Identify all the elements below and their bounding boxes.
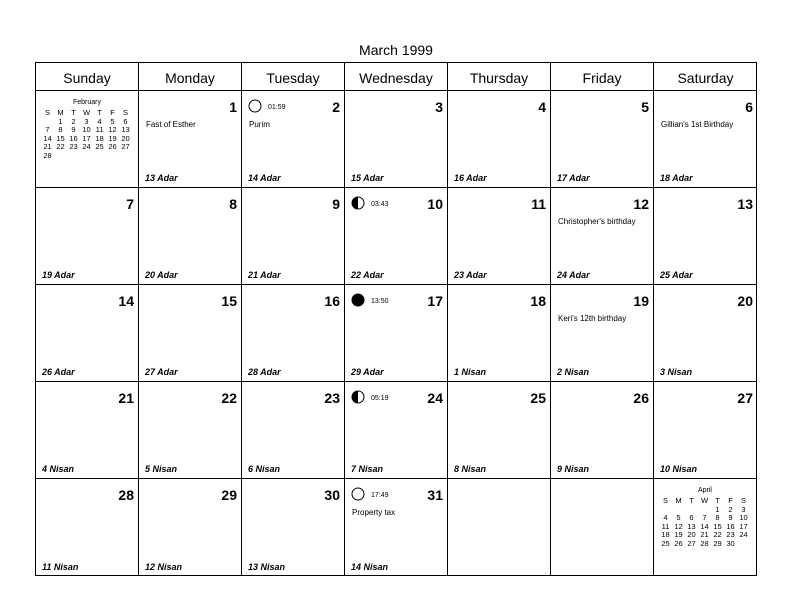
day-cell-blank — [551, 479, 654, 576]
day-cell-27[interactable] — [654, 382, 757, 479]
moon-full-icon — [351, 487, 365, 501]
event-label[interactable]: Property tax — [352, 508, 396, 517]
mini-weekday-header: T — [71, 108, 76, 117]
hebrew-date: 2 Nisan — [557, 367, 590, 377]
mini-weekday-header: T — [97, 108, 102, 117]
mini-day: 21 — [43, 142, 52, 152]
weekday-tuesday: Tuesday — [242, 63, 345, 90]
day-cell-blank — [654, 479, 757, 576]
day-cell-19[interactable] — [551, 285, 654, 382]
mini-weekday-header: W — [700, 496, 709, 505]
mini-day: 24 — [739, 530, 748, 540]
day-number: 5 — [641, 99, 649, 115]
day-cell-6[interactable] — [654, 91, 757, 188]
hebrew-date: 20 Adar — [145, 270, 178, 280]
mini-weekday-header: M — [57, 108, 64, 117]
day-cell-17[interactable] — [345, 285, 448, 382]
mini-day: 13 — [121, 125, 130, 135]
day-cell-7[interactable] — [36, 188, 139, 285]
day-cell-15[interactable] — [139, 285, 242, 382]
mini-day: 5 — [676, 513, 681, 523]
moon-phase-time: 03:43 — [371, 201, 389, 208]
hebrew-date: 26 Adar — [42, 367, 75, 377]
hebrew-date: 29 Adar — [351, 367, 384, 377]
mini-day: 18 — [95, 133, 104, 143]
mini-day: 12 — [674, 521, 683, 531]
hebrew-date: 3 Nisan — [660, 367, 693, 377]
day-number: 2 — [332, 99, 340, 115]
hebrew-date: 15 Adar — [351, 173, 384, 183]
hebrew-date: 6 Nisan — [248, 464, 281, 474]
mini-day: 12 — [108, 125, 117, 135]
moon-new-icon — [351, 293, 365, 307]
hebrew-date: 10 Nisan — [660, 464, 698, 474]
day-cell-5[interactable] — [551, 91, 654, 188]
moon-full-icon — [248, 99, 262, 113]
day-cell-1[interactable] — [139, 91, 242, 188]
mini-day: 9 — [728, 513, 733, 523]
day-number: 23 — [324, 390, 340, 406]
mini-weekday-header: F — [728, 496, 733, 505]
day-number: 14 — [118, 293, 134, 309]
day-cell-21[interactable] — [36, 382, 139, 479]
day-number: 9 — [332, 196, 340, 212]
mini-day: 1 — [58, 116, 63, 126]
moon-phase-time: 01:59 — [268, 104, 286, 111]
day-number: 13 — [737, 196, 753, 212]
moon-phase-time: 13:50 — [371, 298, 389, 305]
mini-day: 26 — [108, 142, 117, 152]
mini-day: 26 — [674, 539, 683, 548]
mini-day: 28 — [43, 151, 52, 160]
mini-weekday-header: S — [662, 496, 668, 505]
mini-day: 25 — [95, 142, 104, 152]
hebrew-date: 27 Adar — [145, 367, 178, 377]
hebrew-date: 18 Adar — [660, 173, 693, 183]
mini-day: 23 — [69, 142, 78, 152]
day-cell-blank — [36, 91, 139, 188]
day-number: 31 — [427, 487, 443, 503]
hebrew-date: 24 Adar — [557, 270, 590, 280]
mini-day: 7 — [702, 513, 707, 523]
hebrew-date: 17 Adar — [557, 173, 590, 183]
day-cell-4[interactable] — [448, 91, 551, 188]
mini-day: 22 — [56, 142, 65, 152]
day-number: 25 — [530, 390, 546, 406]
day-cell-25[interactable] — [448, 382, 551, 479]
mini-weekday-header: F — [110, 108, 115, 117]
weekday-friday: Friday — [551, 63, 654, 90]
day-number: 28 — [118, 487, 134, 503]
mini-day: 14 — [700, 521, 709, 531]
hebrew-date: 25 Adar — [660, 270, 693, 280]
day-cell-14[interactable] — [36, 285, 139, 382]
day-number: 15 — [221, 293, 237, 309]
day-cell-20[interactable] — [654, 285, 757, 382]
moon-phase-time: 05:19 — [371, 395, 389, 402]
mini-day: 4 — [663, 513, 668, 523]
mini-day: 6 — [123, 116, 128, 126]
hebrew-date: 19 Adar — [42, 270, 75, 280]
hebrew-date: 13 Adar — [145, 173, 178, 183]
mini-weekday-header: S — [740, 496, 746, 505]
weekday-thursday: Thursday — [448, 63, 551, 90]
weekday-monday: Monday — [139, 63, 242, 90]
hebrew-date: 7 Nisan — [351, 464, 384, 474]
day-cell-22[interactable] — [139, 382, 242, 479]
day-cell-2[interactable] — [242, 91, 345, 188]
mini-day: 19 — [108, 133, 117, 143]
hebrew-date: 9 Nisan — [557, 464, 590, 474]
day-cell-11[interactable] — [448, 188, 551, 285]
moon-first-quarter-icon — [351, 390, 365, 404]
event-label[interactable]: Keri's 12th birthday — [558, 314, 627, 323]
mini-day: 19 — [674, 530, 683, 540]
day-number: 10 — [427, 196, 443, 212]
hebrew-date: 21 Adar — [248, 270, 281, 280]
day-cell-26[interactable] — [551, 382, 654, 479]
hebrew-date: 1 Nisan — [454, 367, 487, 377]
day-number: 16 — [324, 293, 340, 309]
mini-day: 20 — [121, 133, 130, 143]
mini-day: 22 — [713, 530, 722, 540]
day-number: 19 — [633, 293, 649, 309]
event-label[interactable]: Gillian's 1st Birthday — [661, 120, 734, 129]
mini-day: 11 — [661, 521, 670, 531]
calendar-title: March 1999 — [359, 42, 433, 58]
day-number: 11 — [531, 196, 546, 212]
mini-day: 16 — [69, 133, 78, 143]
hebrew-date: 11 Nisan — [42, 562, 79, 572]
hebrew-date: 22 Adar — [351, 270, 384, 280]
hebrew-date: 12 Nisan — [145, 562, 183, 572]
weekday-header — [36, 63, 756, 91]
mini-day: 14 — [43, 133, 52, 143]
hebrew-date: 5 Nisan — [145, 464, 178, 474]
day-number: 18 — [530, 293, 546, 309]
mini-day: 16 — [726, 521, 735, 531]
mini-weekday-header: S — [122, 108, 128, 117]
hebrew-date: 8 Nisan — [454, 464, 487, 474]
mini-day: 8 — [715, 513, 720, 523]
weekday-wednesday: Wednesday — [345, 63, 448, 90]
mini-day: 7 — [45, 125, 50, 135]
day-cell-9[interactable] — [242, 188, 345, 285]
mini-day: 15 — [713, 521, 722, 531]
mini-day: 28 — [700, 539, 709, 548]
mini-day: 13 — [687, 521, 696, 531]
mini-day: 27 — [687, 539, 696, 548]
mini-day: 24 — [82, 142, 91, 152]
day-number: 8 — [229, 196, 237, 212]
mini-day: 18 — [661, 530, 670, 540]
day-cell-29[interactable] — [139, 479, 242, 576]
mini-day: 17 — [82, 133, 91, 143]
mini-day: 30 — [726, 539, 735, 548]
moon-last-quarter-icon — [351, 196, 365, 210]
mini-day: 27 — [121, 142, 130, 152]
day-number: 6 — [745, 99, 753, 115]
day-number: 12 — [633, 196, 649, 212]
day-number: 21 — [118, 390, 134, 406]
day-cell-28[interactable] — [36, 479, 139, 576]
mini-day: 11 — [95, 125, 104, 135]
mini-day: 2 — [71, 116, 76, 126]
day-number: 3 — [435, 99, 443, 115]
hebrew-date: 13 Nisan — [248, 562, 286, 572]
mini-calendar-title: April — [697, 487, 712, 494]
mini-day: 17 — [739, 521, 748, 531]
day-cell-3[interactable] — [345, 91, 448, 188]
mini-day: 6 — [689, 513, 694, 523]
mini-day: 21 — [700, 530, 709, 540]
day-cell-31[interactable] — [345, 479, 448, 576]
day-cell-13[interactable] — [654, 188, 757, 285]
day-cell-16[interactable] — [242, 285, 345, 382]
day-cell-8[interactable] — [139, 188, 242, 285]
weekday-saturday: Saturday — [677, 70, 734, 86]
day-cell-blank — [448, 479, 551, 576]
day-number: 7 — [126, 196, 134, 212]
hebrew-date: 4 Nisan — [42, 464, 75, 474]
day-number: 27 — [737, 390, 753, 406]
day-number: 4 — [538, 99, 546, 115]
mini-day: 10 — [739, 513, 748, 523]
mini-day: 29 — [713, 539, 722, 548]
day-number: 26 — [633, 390, 649, 406]
hebrew-date: 14 Adar — [248, 173, 281, 183]
day-number: 17 — [427, 293, 443, 309]
mini-day: 4 — [97, 116, 102, 126]
day-cell-12[interactable] — [551, 188, 654, 285]
mini-weekday-header: S — [44, 108, 50, 117]
hebrew-date: 23 Adar — [454, 270, 487, 280]
weekday-sunday: Sunday — [36, 63, 139, 90]
day-cell-10[interactable] — [345, 188, 448, 285]
day-cell-23[interactable] — [242, 382, 345, 479]
mini-day: 15 — [56, 133, 65, 143]
hebrew-date: 16 Adar — [454, 173, 487, 183]
day-number: 1 — [229, 99, 237, 115]
mini-day: 10 — [82, 125, 91, 135]
mini-day: 23 — [726, 530, 735, 540]
event-label[interactable]: Christopher's birthday — [558, 217, 636, 226]
event-label[interactable]: Purim — [249, 120, 270, 129]
day-cell-18[interactable] — [448, 285, 551, 382]
moon-phase-time: 17:49 — [371, 492, 389, 499]
month-grid — [35, 62, 757, 576]
day-number: 29 — [221, 487, 237, 503]
hebrew-date: 28 Adar — [248, 367, 281, 377]
mini-weekday-header: M — [675, 496, 682, 505]
day-number: 22 — [221, 390, 237, 406]
mini-calendar-february — [41, 99, 133, 169]
event-label[interactable]: Fast of Esther — [146, 120, 196, 129]
mini-day: 2 — [728, 504, 733, 514]
day-cell-24[interactable] — [345, 382, 448, 479]
day-number: 20 — [737, 293, 753, 309]
mini-day: 8 — [58, 125, 63, 135]
hebrew-date: 14 Nisan — [351, 562, 389, 572]
mini-day: 9 — [71, 125, 76, 135]
mini-day: 1 — [715, 504, 720, 514]
mini-day: 3 — [84, 116, 89, 126]
mini-weekday-header: T — [689, 496, 694, 505]
day-number: 24 — [427, 390, 443, 406]
mini-day: 25 — [661, 539, 670, 548]
mini-weekday-header: T — [715, 496, 720, 505]
mini-day: 20 — [687, 530, 696, 540]
mini-day: 5 — [110, 116, 115, 126]
day-cell-30[interactable] — [242, 479, 345, 576]
mini-weekday-header: W — [82, 108, 91, 117]
mini-day: 3 — [741, 504, 746, 514]
mini-calendar-title: February — [72, 99, 101, 106]
day-number: 30 — [324, 487, 340, 503]
mini-calendar-april — [659, 487, 751, 557]
